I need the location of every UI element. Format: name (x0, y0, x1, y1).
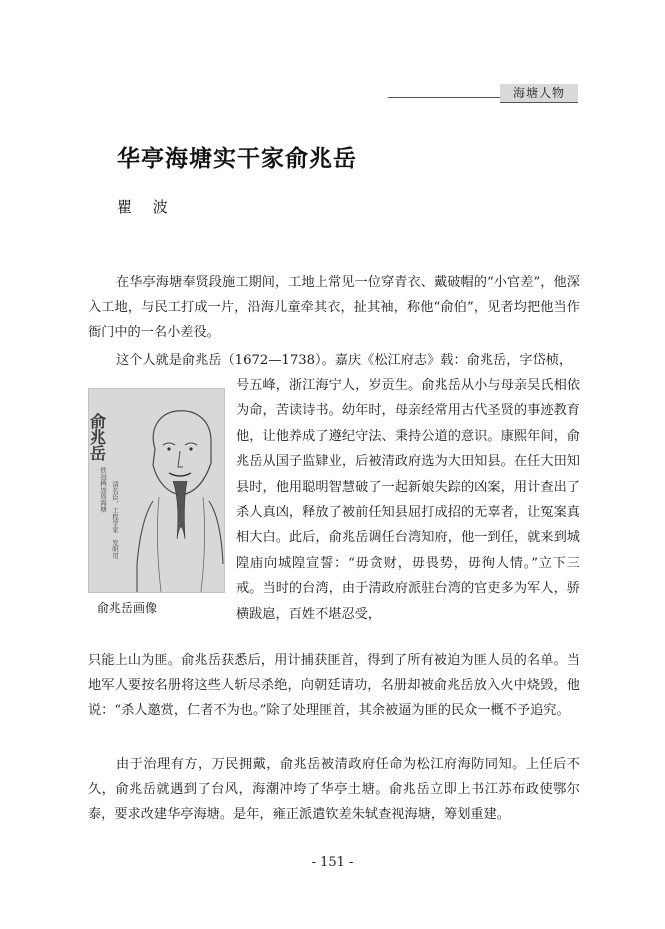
paragraph-2-tail: 只能上山为匪。俞兆岳获悉后，用计捕获匪首，得到了所有被迫为匪人员的名单。当地军人要按名册将这些人斩尽杀绝，向朝廷请功，名册却被俞兆岳放入火中烧毁，他说：“杀人邀赏，仁者不为也。”除了处理匪首，其余被逼为匪的民众一概不予追究。 (88, 653, 580, 718)
section-tag: 海塘人物 (500, 84, 578, 103)
portrait-name-seal: 俞兆岳 (89, 413, 107, 461)
paragraph-2-side: 号五峰，浙江海宁人，岁贡生。俞兆岳从小与母亲吴氏相依为命，苦读诗书。幼年时，母亲经常用古代圣贤的事迹教育他，让他养成了遵纪守法、秉持公道的意识。康熙年间，俞兆岳从国子监肄业，后被清政府选为大田知县。在任大田知县时，他用聪明智慧破了一起新娘失踪的凶案，用计查出了杀人真凶，释放了被前任知县屈打成招的无辜者，让冤案真相大白。此后，俞兆岳调任台湾知府，他一到任，就来到城隍庙向城隍宣誓：“毋贪财，毋畏势，毋徇人情。”立下三戒。当时的台湾，由于清政府派驻台湾的官吏多为军人，骄横跋扈，百姓不堪忍受， (236, 378, 580, 622)
article-author: 瞿 波 (117, 198, 176, 216)
paragraph-2-lead: 这个人就是俞兆岳（1672—1738）。嘉庆《松江府志》载：俞兆岳，字岱桢， (116, 353, 573, 368)
portrait-caption: 俞兆岳画像 (97, 601, 158, 615)
paragraph-3: 由于治理有方，万民拥戴，俞兆岳被清政府任命为松江府海防同知。上任后不久，俞兆岳就遇到了台风，海潮冲垮了华亭土塘。俞兆岳立即上书江苏布政使鄂尔泰，要求改建华亭海塘。是年，雍正派遣钦差朱轼查视海塘，筹划重建。 (88, 757, 580, 822)
page-number: - 151 - (311, 855, 354, 870)
portrait-vertical-text-2: 清名臣，工程学家 发明用 (111, 481, 119, 559)
paragraph-1: 在华亭海塘奉贤段施工期间，工地上常见一位穿青衣、戴破帽的“小官差”，他深入工地，与民工打成一片，沿海儿童牵其衣，扯其袖，称他“俞伯”，见者均把他当作衙门中的一名小差役。 (88, 275, 580, 340)
article-title: 华亭海塘实干家俞兆岳 (117, 146, 357, 172)
portrait-image (88, 388, 225, 593)
portrait-vertical-text-1: 铁冠稗加周海塘 (99, 467, 107, 513)
portrait-drawing (89, 389, 224, 592)
